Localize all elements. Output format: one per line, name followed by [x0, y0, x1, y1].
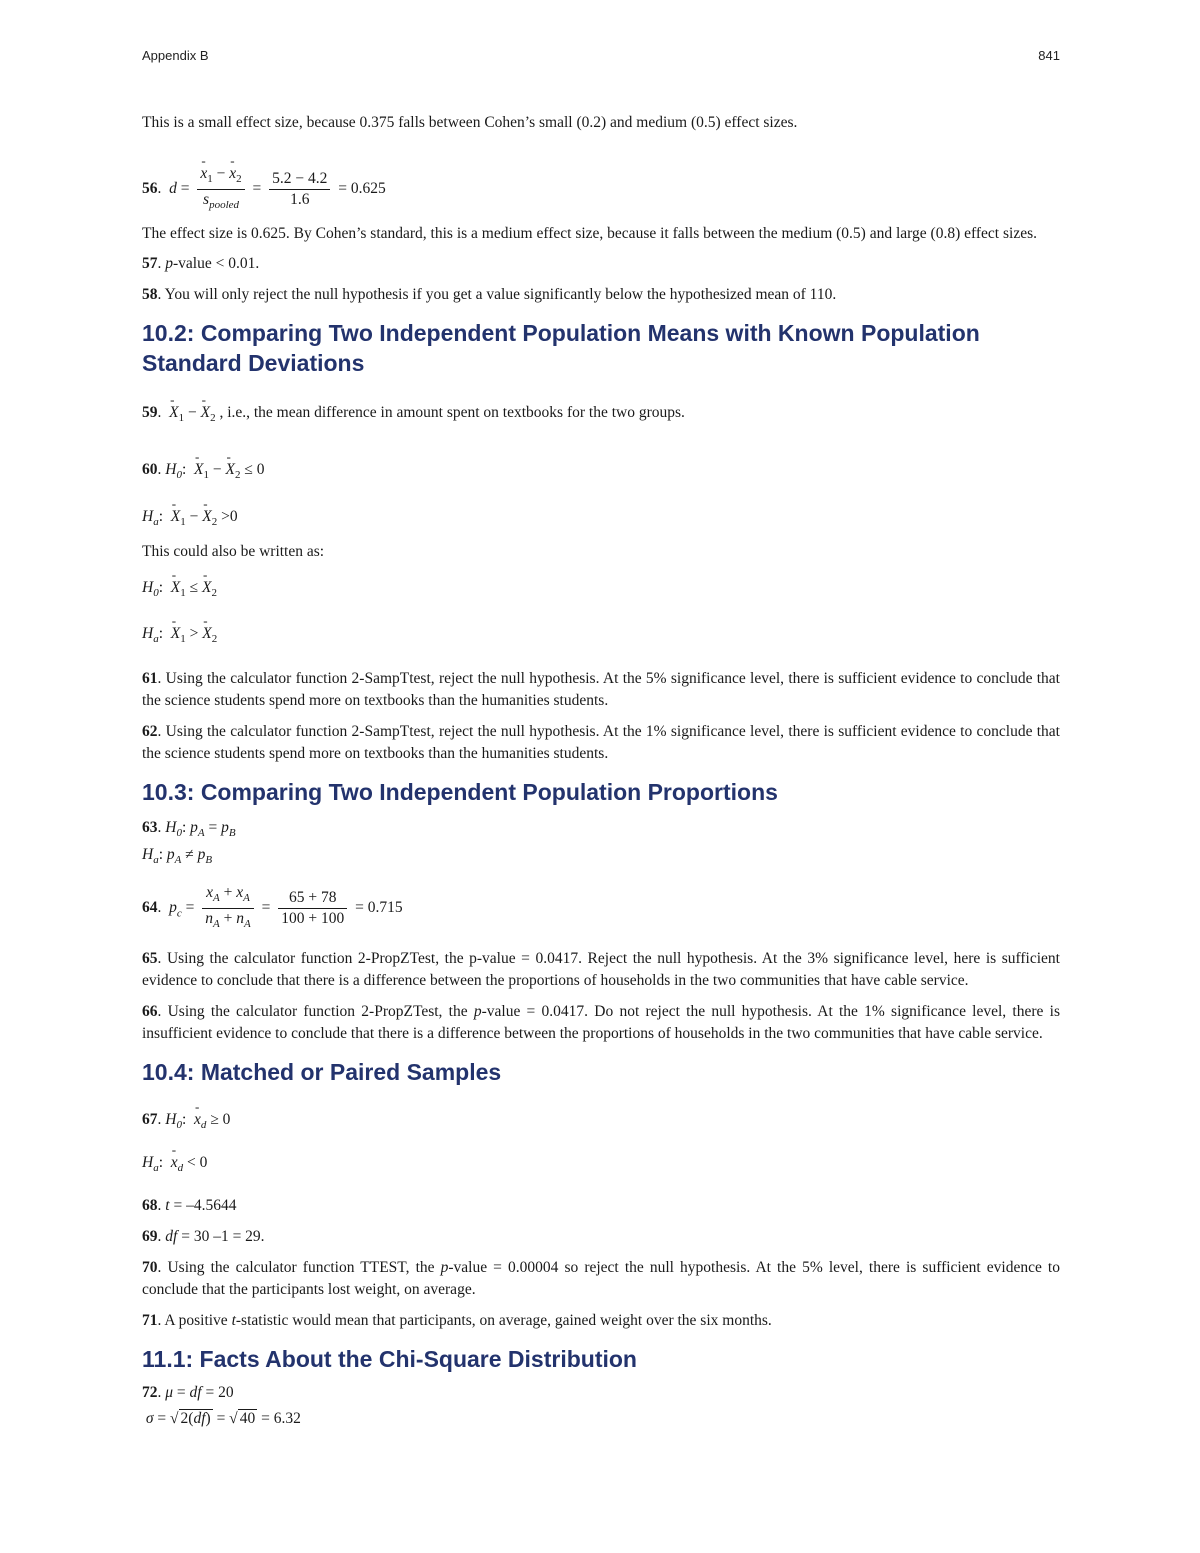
answer-67-alt: $H_a$: - $x_d < 0$ [142, 1152, 1060, 1179]
answer-60-alt-alt: $H_a$: - $X_1$ > - $X_2$ [142, 623, 1060, 650]
answer-60-alt: $H_a$: - $X_1$ − - $X_2 >0$ [142, 506, 1060, 533]
page-number: 841 [1038, 48, 1060, 63]
page-body [142, 112, 1060, 1430]
answer-58: 58. You will only reject the null hypothesis if you get a value significantly below the hypothesized mean of 110. [142, 286, 837, 304]
answer-72-sd: σ = √ 2(df) = √ 40 = 6.32 [145, 1410, 301, 1428]
section-10-3-heading: 10.3: Comparing Two Independent Population Proportions [142, 778, 778, 805]
pooled-proportion-values: $\frac{65 + 78}{100 + 100}$ [278, 888, 347, 929]
effect-size-fraction: - $\frac{x_1 - - x_2}{s_{pooled}}$ [197, 164, 244, 215]
section-10-2-heading: 10.2: Comparing Two Independent Population Means with Known Population Standard Deviations [142, 320, 980, 377]
answer-60-null-alt: $H_0$: - $X_1$ ≤ - $X_2$ [142, 577, 1060, 604]
answer-59: 59. - $X_1$ − - $X_2$ , i.e., the mean difference in amount spent on textbooks for the two groups. [142, 402, 1060, 429]
answer-66: 66. Using the calculator function 2-PropZTest, the p-value = 0.0417. Do not reject the null hypothesis. At the 1% significance level, there is insufficient evidence to conclude that there is a difference between the proportions of households in the two communities that have cable service. [142, 1003, 1060, 1043]
pooled-proportion-fraction: $\frac{x_A + x_A}{n_A + n_A}$ [202, 883, 253, 934]
header-section: Appendix B [142, 48, 209, 63]
answer-57: 57. p-value < 0.01. [142, 255, 260, 273]
answer-69: 69. df = 30 –1 = 29. [142, 1228, 265, 1246]
answer-60-note: This could also be written as: [142, 543, 325, 561]
answer-65: 65. Using the calculator function 2-PropZTest, the p-value = 0.0417. Reject the null hypothesis. At the 3% significance level, here is sufficient evidence to conclude that there is a difference between the proportions of households in the two communities that have cable service. [142, 950, 1060, 990]
section-10-4-heading: 10.4: Matched or Paired Samples [142, 1059, 502, 1086]
answer-72-mean: 72. μ = df = 20 [142, 1384, 234, 1402]
answer-64: 64. $p_c$ = $\frac{x_A + x_A}{n_A + n_A}$ = $\frac{65 + 78}{100 + 100}$ = 0.715 [142, 883, 1060, 934]
answer-67-null: 67. $H_0$: - $x_d \ge 0$ [142, 1109, 1060, 1136]
answer-56-conclusion: The effect size is 0.625. By Cohen’s standard, this is a medium effect size, because it falls between the medium (0.5) and large (0.8) effect sizes. [142, 225, 1037, 243]
answer-60-null: 60. $H_0$: - $X_1$ − - $X_2 \le 0$ [142, 459, 1060, 486]
effect-size-values: $\frac{5.2 - 4.2}{1.6}$ [269, 169, 330, 210]
answer-63-alt: $H_a$: $p_A \ne p_B$ [142, 845, 213, 866]
answer-56: 56. d = - $\frac{x_1 - - x_2}{s_{pooled}}$ = $\frac{5.2 - 4.2}{1.6}$ = 0.625 [142, 164, 1060, 215]
answer-55-conclusion: This is a small effect size, because 0.375 falls between Cohen’s small (0.2) and medium (0.5) effect sizes. [142, 114, 798, 131]
answer-62: 62. Using the calculator function 2-SampTtest, reject the null hypothesis. At the 1% significance level, there is sufficient evidence to conclude that the science students spend more on textbooks than the humanities students. [142, 722, 1060, 762]
answer-70: 70. Using the calculator function TTEST, the p-value = 0.00004 so reject the null hypothesis. At the 5% level, there is sufficient evidence to conclude that the participants lost weight, on average. [142, 1259, 1060, 1299]
answer-68: 68. t = –4.5644 [142, 1197, 237, 1215]
answer-71: 71. A positive t-statistic would mean that participants, on average, gained weight over the six months. [142, 1312, 772, 1330]
section-11-1-heading: 11.1: Facts About the Chi-Square Distribution [142, 1346, 637, 1373]
answer-61: 61. Using the calculator function 2-SampTtest, reject the null hypothesis. At the 5% significance level, there is sufficient evidence to conclude that the science students spend more on textbooks than the humanities students. [142, 669, 1060, 709]
running-header [142, 48, 1060, 63]
answer-63-null: 63. $H_0$: $p_A = p_B$ [142, 818, 236, 839]
